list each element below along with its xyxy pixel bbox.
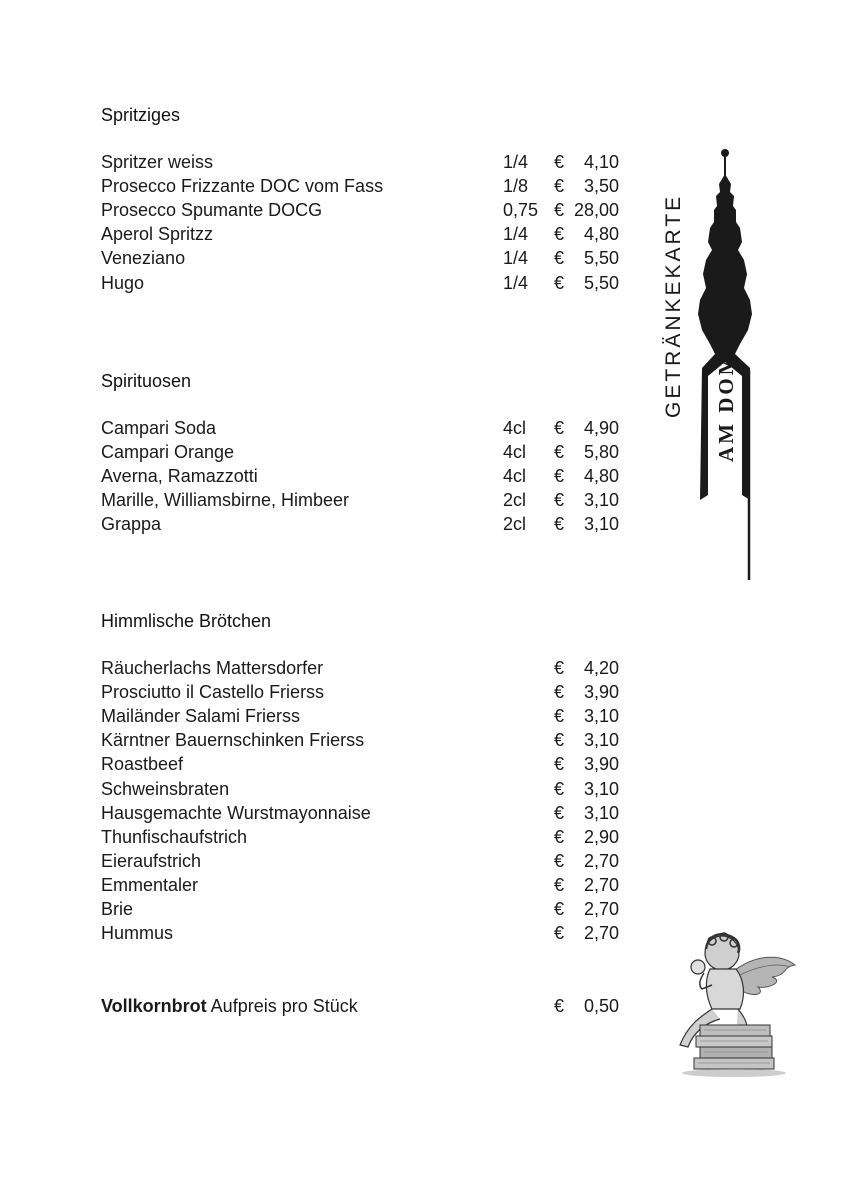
item-price: 3,90 xyxy=(583,682,619,703)
item-name: Brie xyxy=(101,899,134,919)
cherub-angel-icon xyxy=(660,925,800,1080)
item-price: 2,90 xyxy=(583,826,619,847)
item-price: 3,10 xyxy=(583,730,619,751)
item-name: Spritzer weiss xyxy=(101,152,214,172)
item-name: Campari Orange xyxy=(101,442,235,463)
item-currency: € xyxy=(554,466,565,487)
item-currency: € xyxy=(554,802,565,823)
menu-item-row xyxy=(101,777,621,801)
menu-item-row xyxy=(101,198,621,222)
item-quantity: 4cl xyxy=(503,442,527,463)
menu-item-row xyxy=(101,488,621,512)
section-title-spritziges: Spritziges xyxy=(101,105,181,125)
item-price: 3,10 xyxy=(583,490,619,511)
logo-text-am-dom: AM DOM xyxy=(714,352,738,462)
item-quantity: 1/4 xyxy=(503,248,529,269)
item-currency: € xyxy=(554,200,565,221)
item-currency: € xyxy=(554,658,565,678)
section-title-broetchen: Himmlische Brötchen xyxy=(101,611,272,631)
menu-item-row xyxy=(101,752,621,776)
item-name: Kärntner Bauernschinken Frierss xyxy=(101,730,365,751)
item-price: 5,50 xyxy=(583,272,619,293)
item-currency: € xyxy=(554,152,565,172)
item-price: 2,70 xyxy=(583,923,619,944)
item-name: Veneziano xyxy=(101,248,186,269)
item-price: 3,50 xyxy=(583,176,619,197)
item-currency: € xyxy=(554,923,565,944)
extra-price: 0,50 xyxy=(583,996,619,1016)
item-price: 5,80 xyxy=(583,442,619,463)
logo-text-getraenkekarte: GETRÄNKEKARTE xyxy=(662,193,685,418)
menu-item-row xyxy=(101,416,621,440)
menu-item-row xyxy=(101,897,621,921)
item-quantity: 0,75 xyxy=(503,200,539,221)
menu-item-row xyxy=(101,246,621,270)
item-name: Räucherlachs Mattersdorfer xyxy=(101,658,324,678)
item-name: Campari Soda xyxy=(101,418,217,438)
item-name: Aperol Spritzz xyxy=(101,224,214,245)
menu-item-row xyxy=(101,728,621,752)
item-price: 3,90 xyxy=(583,754,619,775)
item-currency: € xyxy=(554,514,565,535)
item-price: 3,10 xyxy=(583,706,619,727)
item-quantity: 1/4 xyxy=(503,224,529,245)
item-price: 4,10 xyxy=(583,152,619,172)
item-price: 4,80 xyxy=(583,224,619,245)
menu-item-row xyxy=(101,873,621,897)
item-name: Roastbeef xyxy=(101,754,184,775)
item-quantity: 2cl xyxy=(503,490,527,511)
item-quantity: 2cl xyxy=(503,514,527,535)
extra-name-bold: Vollkornbrot xyxy=(101,996,207,1016)
menu-item-row xyxy=(101,271,621,295)
item-name: Hausgemachte Wurstmayonnaise xyxy=(101,802,371,823)
item-price: 4,80 xyxy=(583,466,619,487)
item-currency: € xyxy=(554,706,565,727)
item-quantity: 4cl xyxy=(503,466,527,487)
extra-row-vollkornbrot xyxy=(101,994,621,1018)
item-currency: € xyxy=(554,850,565,871)
item-currency: € xyxy=(554,248,565,269)
menu-item-row xyxy=(101,825,621,849)
cathedral-spire-icon xyxy=(640,140,770,590)
section-title-spirituosen: Spirituosen xyxy=(101,371,192,391)
item-name: Grappa xyxy=(101,514,162,535)
menu-item-row xyxy=(101,849,621,873)
menu-item-row xyxy=(101,222,621,246)
item-currency: € xyxy=(554,778,565,799)
item-currency: € xyxy=(554,442,565,463)
item-currency: € xyxy=(554,224,565,245)
item-name: Eieraufstrich xyxy=(101,850,202,871)
item-price: 28,00 xyxy=(573,200,619,221)
item-currency: € xyxy=(554,826,565,847)
extra-name-rest: Aufpreis pro Stück xyxy=(206,996,358,1016)
item-currency: € xyxy=(554,490,565,511)
menu-item-row xyxy=(101,704,621,728)
item-quantity: 1/4 xyxy=(503,272,529,293)
item-name: Mailänder Salami Frierss xyxy=(101,706,301,727)
item-quantity: 4cl xyxy=(503,418,527,438)
item-name: Hummus xyxy=(101,923,174,944)
item-price: 5,50 xyxy=(583,248,619,269)
item-name: Emmentaler xyxy=(101,874,199,895)
item-name: Thunfischaufstrich xyxy=(101,826,248,847)
item-price: 4,20 xyxy=(583,658,619,678)
item-currency: € xyxy=(554,730,565,751)
menu-item-row xyxy=(101,464,621,488)
item-name: Prosciutto il Castello Frierss xyxy=(101,682,325,703)
item-currency: € xyxy=(554,874,565,895)
extra-name xyxy=(101,994,358,1018)
item-currency: € xyxy=(554,418,565,438)
item-currency: € xyxy=(554,682,565,703)
extra-currency: € xyxy=(554,996,565,1016)
item-quantity: 1/4 xyxy=(503,152,529,172)
menu-item-row xyxy=(101,174,621,198)
item-name: Hugo xyxy=(101,272,145,293)
item-currency: € xyxy=(554,176,565,197)
item-price: 3,10 xyxy=(583,514,619,535)
item-price: 2,70 xyxy=(583,899,619,919)
item-name: Marille, Williamsbirne, Himbeer xyxy=(101,490,350,511)
item-price: 3,10 xyxy=(583,778,619,799)
item-name: Prosecco Frizzante DOC vom Fass xyxy=(101,176,384,197)
item-currency: € xyxy=(554,272,565,293)
menu-item-row xyxy=(101,680,621,704)
menu-item-row xyxy=(101,150,621,174)
item-price: 3,10 xyxy=(583,802,619,823)
menu-item-row xyxy=(101,440,621,464)
menu-item-row xyxy=(101,512,621,536)
item-price: 4,90 xyxy=(583,418,619,438)
item-name: Schweinsbraten xyxy=(101,778,230,799)
menu-item-row xyxy=(101,801,621,825)
menu-item-row xyxy=(101,921,621,945)
item-price: 2,70 xyxy=(583,850,619,871)
item-currency: € xyxy=(554,754,565,775)
item-name: Prosecco Spumante DOCG xyxy=(101,200,323,221)
menu-item-row xyxy=(101,656,621,680)
item-price: 2,70 xyxy=(583,874,619,895)
item-currency: € xyxy=(554,899,565,919)
item-quantity: 1/8 xyxy=(503,176,529,197)
item-name: Averna, Ramazzotti xyxy=(101,466,258,487)
